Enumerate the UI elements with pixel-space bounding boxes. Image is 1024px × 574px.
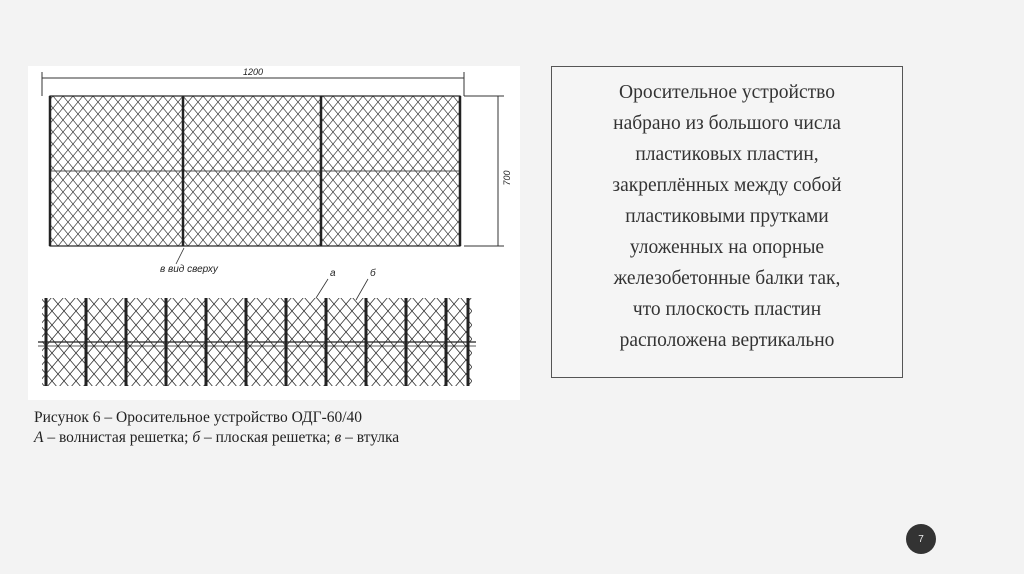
- legend-b-letter: б: [192, 429, 201, 446]
- legend-a-letter: А: [34, 429, 44, 446]
- top-view-panel: [50, 96, 460, 246]
- description-line: пластиковыми прутками: [625, 206, 829, 227]
- legend-v-text: – втулка: [341, 429, 400, 446]
- description-line: уложенных на опорные: [629, 237, 825, 258]
- legend-b-text: – плоская решетка;: [200, 429, 335, 446]
- description-line: закреплённых между собой: [612, 175, 842, 196]
- dimension-height: [464, 96, 512, 246]
- dimension-width-label: 1200: [242, 67, 264, 77]
- label-b: б: [370, 268, 376, 279]
- description-line: набрано из большого числа: [613, 113, 841, 134]
- description-line: расположена вертикально: [619, 330, 835, 351]
- legend-v-letter: в: [334, 429, 342, 446]
- side-view-panel: [38, 298, 476, 386]
- label-top-view: в вид сверху: [160, 264, 218, 275]
- legend-a-text: – волнистая решетка;: [43, 429, 193, 446]
- caption-title: Рисунок 6 – Оросительное устройство ОДГ-60/40: [34, 409, 363, 426]
- description-line: что плоскость пластин: [632, 299, 822, 320]
- figure-drawing: [28, 66, 520, 400]
- label-a: а: [330, 268, 336, 279]
- description-line: пластиковых пластин,: [635, 144, 819, 165]
- technical-drawing: [28, 66, 520, 400]
- caption-legend: [34, 428, 554, 448]
- page-number: 7: [906, 524, 936, 554]
- description-line: Оросительное устройство: [618, 82, 835, 103]
- figure-caption: [34, 408, 554, 448]
- description-line: железобетонные балки так,: [613, 268, 841, 289]
- dimension-width: [42, 67, 464, 96]
- description-textbox: [551, 66, 903, 378]
- dimension-height-label: 700: [502, 170, 512, 186]
